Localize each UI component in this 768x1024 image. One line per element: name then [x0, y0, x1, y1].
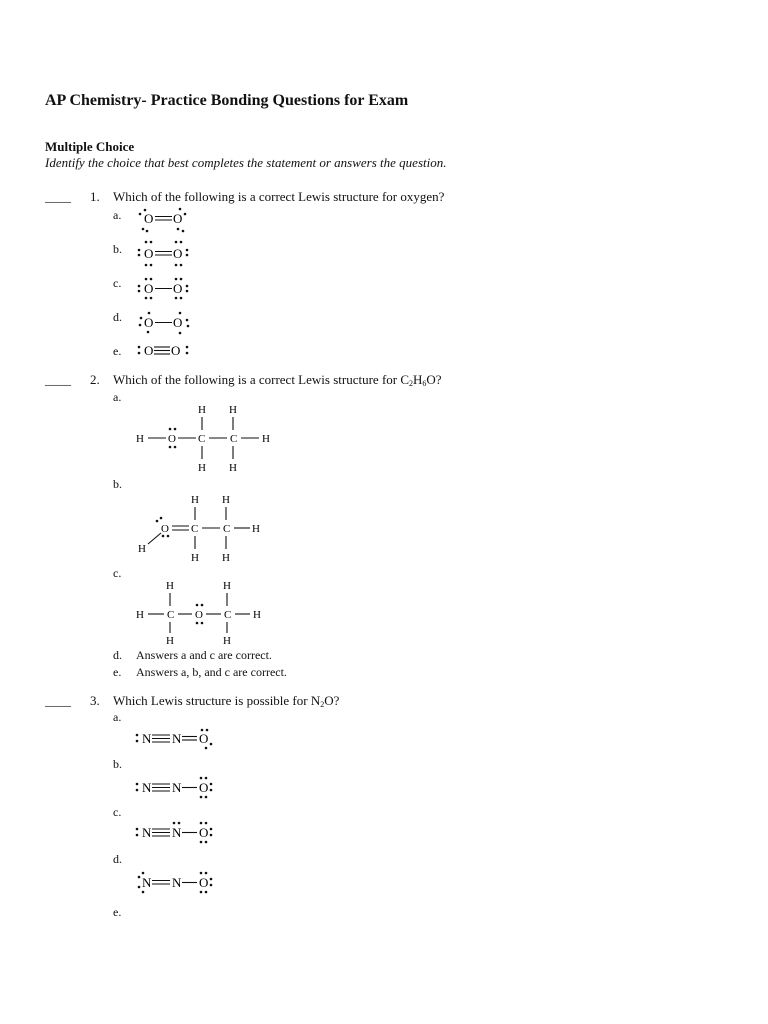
- svg-text:N: N: [142, 825, 152, 840]
- atom-o: O: [173, 246, 183, 261]
- svg-text:H: H: [223, 580, 231, 592]
- question-number-3: 3.: [90, 693, 100, 708]
- atom-o: O: [144, 211, 154, 226]
- atom-o: O: [171, 343, 181, 358]
- svg-text:H: H: [136, 609, 144, 621]
- choice-letter-2b: b.: [113, 477, 122, 491]
- choice-letter-2a: a.: [113, 390, 122, 404]
- svg-text:H: H: [198, 404, 206, 416]
- svg-text:O: O: [199, 825, 209, 840]
- svg-text:O: O: [161, 523, 169, 535]
- lewis-structure-1d: [136, 307, 196, 339]
- answer-blank-1[interactable]: ____: [45, 189, 71, 204]
- lewis-structure-3c: [134, 820, 224, 846]
- svg-text:N: N: [172, 731, 182, 746]
- svg-text:N: N: [142, 731, 152, 746]
- svg-text:N: N: [172, 780, 182, 795]
- question-text-3: Which Lewis structure is possible for $N_2O$?: [113, 693, 340, 709]
- lewis-structure-1e: [136, 340, 196, 362]
- svg-text:C: C: [198, 433, 206, 445]
- lewis-structure-3d: [134, 870, 224, 896]
- svg-text:C: C: [167, 609, 175, 621]
- lewis-structure-3a: [134, 726, 224, 752]
- svg-text:H: H: [262, 433, 270, 445]
- question-text-2: Which of the following is a correct Lewis structure for $C_2H_6O$?: [113, 372, 442, 388]
- svg-text:H: H: [166, 635, 174, 647]
- choice-letter-2c: c.: [113, 566, 122, 580]
- question-number-1: 1.: [90, 189, 100, 204]
- choice-letter-2d: d.: [113, 648, 122, 662]
- svg-text:N: N: [172, 825, 182, 840]
- atom-o: O: [144, 343, 154, 358]
- choice-text-2e: Answers a, b, and c are correct.: [136, 665, 287, 679]
- answer-blank-3[interactable]: ____: [45, 693, 71, 708]
- lewis-structure-2a: [134, 402, 284, 474]
- svg-text:O: O: [168, 433, 176, 445]
- svg-text:H: H: [166, 580, 174, 592]
- question-text-1: Which of the following is a correct Lewis structure for oxygen?: [113, 189, 445, 204]
- lewis-structure-3b: [134, 775, 224, 801]
- answer-blank-2[interactable]: ____: [45, 372, 71, 387]
- choice-letter-1a: a.: [113, 208, 122, 222]
- lewis-structure-1a: [136, 205, 196, 235]
- svg-text:O: O: [195, 609, 203, 621]
- choice-letter-3a: a.: [113, 710, 122, 724]
- question-number-2: 2.: [90, 372, 100, 387]
- svg-text:C: C: [224, 609, 232, 621]
- svg-text:O: O: [199, 780, 209, 795]
- choice-letter-1b: b.: [113, 242, 122, 256]
- svg-text:H: H: [222, 494, 230, 506]
- atom-o: O: [144, 315, 154, 330]
- atom-o: O: [144, 281, 154, 296]
- svg-text:N: N: [172, 875, 182, 890]
- lewis-structure-1b: [136, 238, 196, 270]
- svg-text:H: H: [136, 433, 144, 445]
- lewis-structure-1c: [136, 273, 196, 305]
- choice-letter-1e: e.: [113, 344, 122, 358]
- svg-text:H: H: [222, 552, 230, 564]
- svg-text:C: C: [191, 523, 199, 535]
- section-heading: Multiple Choice: [45, 139, 135, 154]
- atom-o: O: [173, 315, 183, 330]
- svg-text:H: H: [223, 635, 231, 647]
- atom-o: O: [144, 246, 154, 261]
- svg-text:C: C: [223, 523, 231, 535]
- svg-text:O: O: [199, 875, 209, 890]
- choice-letter-1c: c.: [113, 276, 122, 290]
- svg-text:H: H: [191, 494, 199, 506]
- svg-text:H: H: [229, 462, 237, 474]
- atom-o: O: [173, 211, 183, 226]
- choice-letter-3d: d.: [113, 852, 122, 866]
- lewis-structure-2b: [134, 492, 274, 564]
- page-title: AP Chemistry- Practice Bonding Questions for Exam: [45, 92, 409, 109]
- choice-letter-3c: c.: [113, 805, 122, 819]
- svg-text:O: O: [199, 731, 209, 746]
- svg-text:H: H: [138, 543, 146, 555]
- svg-text:H: H: [198, 462, 206, 474]
- choice-letter-3e: e.: [113, 905, 122, 919]
- svg-text:H: H: [252, 523, 260, 535]
- svg-text:H: H: [229, 404, 237, 416]
- svg-text:H: H: [191, 552, 199, 564]
- atom-o: O: [173, 281, 183, 296]
- svg-text:C: C: [230, 433, 238, 445]
- lewis-structure-2c: [134, 578, 284, 650]
- svg-text:N: N: [142, 875, 152, 890]
- section-instructions: Identify the choice that best completes the statement or answers the question.: [45, 155, 447, 170]
- choice-letter-3b: b.: [113, 757, 122, 771]
- choice-letter-1d: d.: [113, 310, 122, 324]
- choice-letter-2e: e.: [113, 665, 122, 679]
- choice-text-2d: Answers a and c are correct.: [136, 648, 272, 662]
- svg-text:N: N: [142, 780, 152, 795]
- svg-text:H: H: [253, 609, 261, 621]
